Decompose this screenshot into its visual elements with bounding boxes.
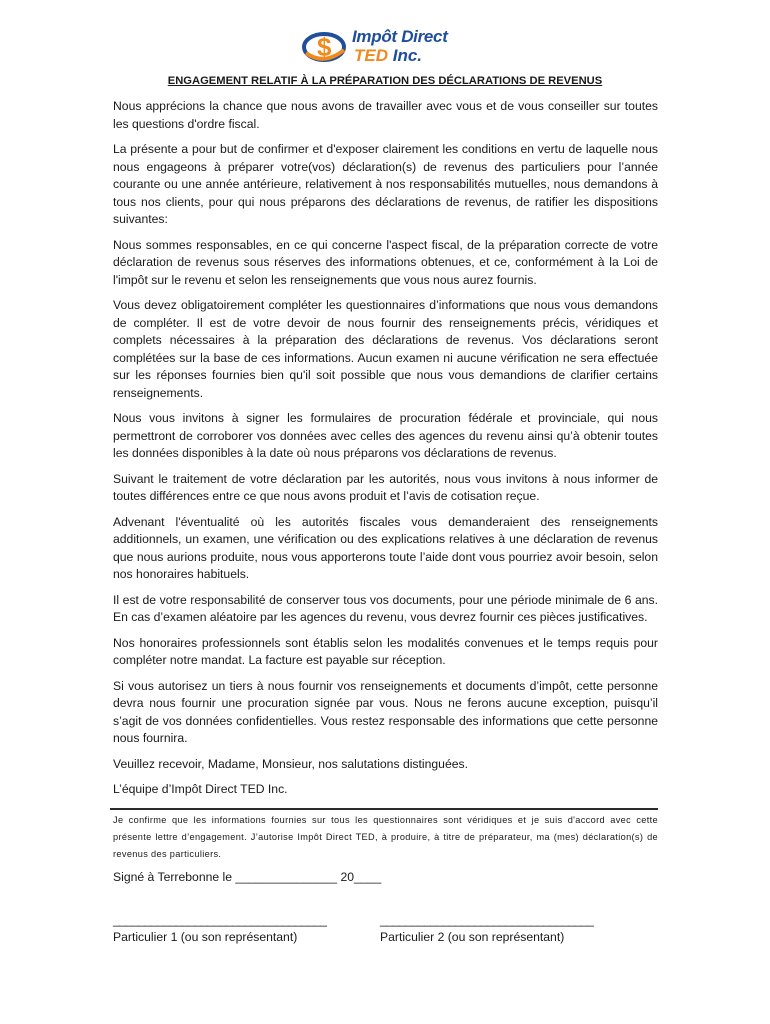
signed-at-line: Signé à Terrebonne le _______________ 20____ — [113, 870, 382, 884]
paragraph: Advenant l'éventualité où les autorités fiscales vous demanderaient des renseignements additionnels, un examen, une vérification ou des explications relatives à une déclaration de revenus que nous aurions produite, nous vous apporterons toute l’aide dont vous pourriez avoir besoin, selon nos honoraires habituels. — [113, 514, 658, 581]
consent-statement: Je confirme que les informations fournies sur tous les questionnaires sont véridiques et je suis d'accord avec cette présente lettre d’engagement. J’autorise Impôt Direct TED, à produire, à titre de préparateur, ma (mes) déclaration(s) de revenus des particuliers. — [113, 815, 658, 859]
paragraph: Vous devez obligatoirement compléter les questionnaires d’informations que nous vous demandons de compléter. Il est de votre devoir de nous fournir des renseignements précis, véridiques et complets nécessaires à la préparation des déclarations de revenus. Vos déclarations seront complétées sur la base de ces informations. Aucun examen ni aucune vérification ne sera effectuée sur les réponses fournies bien qu'il soit possible que nous vous demandions de clarifier certains renseignements. — [113, 298, 658, 400]
signature-label-1: Particulier 1 (ou son représentant) — [113, 930, 298, 944]
dollar-swirl-icon — [302, 26, 350, 66]
paragraph: Suivant le traitement de votre déclaration par les autorités, nous vous invitons à nous informer de toutes différences entre ce que nous avons produit et l’avis de cotisation reçue. — [113, 471, 658, 503]
divider — [110, 808, 658, 810]
signature-label-2: Particulier 2 (ou son représentant) — [380, 930, 565, 944]
logo-suffix: Inc. — [388, 46, 423, 65]
company-logo — [302, 24, 448, 70]
signoff: L’équipe d’Impôt Direct TED Inc. — [113, 782, 288, 796]
paragraph: Il est de votre responsabilité de conserver tous vos documents, pour une période minimale de 6 ans. En cas d’examen aléatoire par les agences du revenu, vous devrez fournir ces pièces justificatives. — [113, 592, 658, 624]
paragraph: Nous sommes responsables, en ce qui concerne l'aspect fiscal, de la préparation correcte de votre déclaration de revenus sous réserves des informations obtenues, et ce, conformément à la Loi de l'impôt sur le revenu et selon les renseignements que vous nous aurez fournis. — [113, 237, 658, 287]
document-title: ENGAGEMENT RELATIF À LA PRÉPARATION DES DÉCLARATIONS DE REVENUS — [167, 75, 603, 87]
paragraph: Nous apprécions la chance que nous avons de travailler avec vous et de vous conseiller sur toutes les questions d'ordre fiscal. — [113, 99, 658, 131]
signature-line-2: __________________________________ — [380, 913, 594, 927]
paragraph: La présente a pour but de confirmer et d'exposer clairement les conditions en vertu de laquelle nous nous engageons à préparer votre(vos) déclaration(s) de revenus des particuliers pour l’année courante ou une année antérieure, relativement à nos responsabilités mutuelles, nous demandons à tous nos clients, pour qui nous préparons des déclarations de revenus, de ratifier les dispositions suivantes: — [113, 142, 658, 226]
letter-body — [113, 98, 658, 807]
logo-line-1: Impôt Direct — [352, 27, 448, 46]
paragraph: Si vous autorisez un tiers à nous fournir vos renseignements et documents d’impôt, cette personne devra nous fournir une procuration signée par vous. Nous ne ferons aucune exception, puisqu’il s’agit de vos données confidentielles. Vous restez responsable des informations que cette personne nous fournira. — [113, 678, 658, 745]
closing-salutation: Veuillez recevoir, Madame, Monsieur, nos salutations distinguées. — [113, 756, 468, 771]
logo-brand: TED — [354, 46, 388, 65]
paragraph: Nos honoraires professionnels sont établis selon les modalités convenues et le temps requis pour compléter notre mandat. La facture est payable sur réception. — [113, 635, 658, 667]
logo-line-2 — [354, 46, 422, 66]
svg-text:$: $ — [317, 32, 332, 62]
signature-line-1: __________________________________ — [113, 913, 327, 927]
paragraph: Nous vous invitons à signer les formulaires de procuration fédérale et provinciale, qui nous permettront de corroborer vos données avec celles des agences du revenu ainsi qu’à obtenir toutes les données disponibles à la date où nous préparons vos déclarations de revenus. — [113, 411, 658, 460]
